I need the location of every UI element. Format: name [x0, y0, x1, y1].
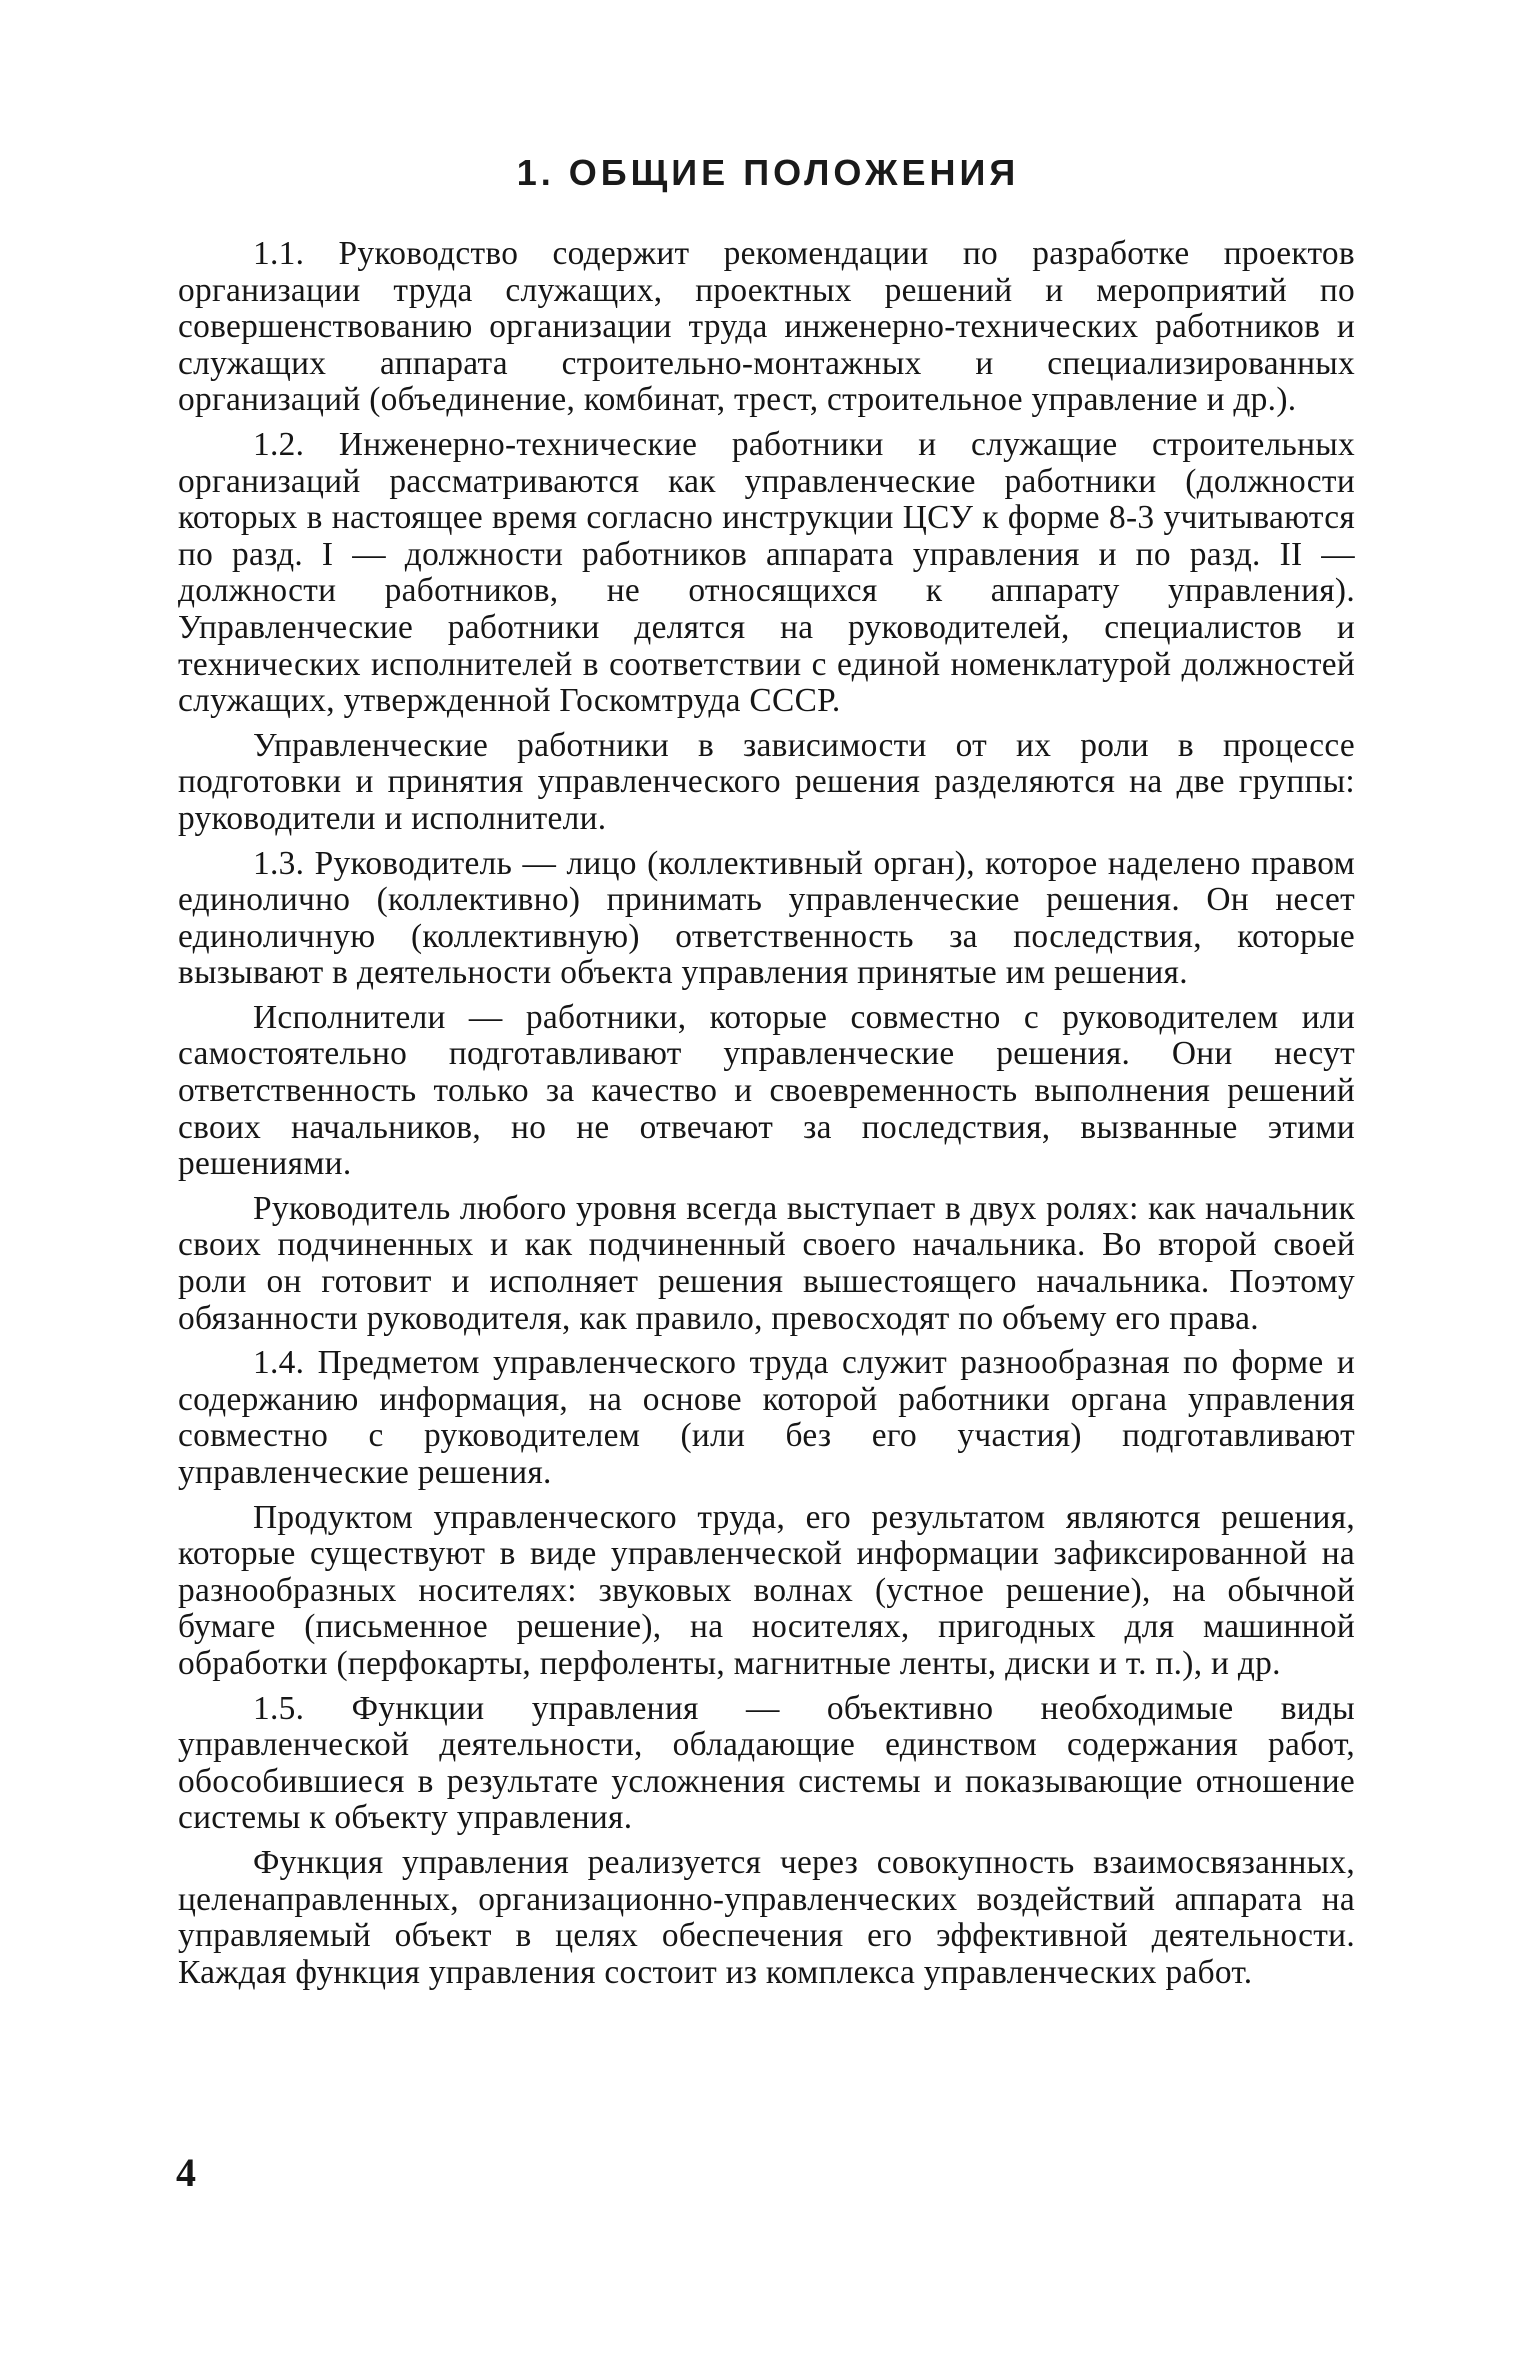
- paragraph-number: 1.3.: [253, 844, 305, 882]
- paragraph-1-5: [178, 1691, 1355, 1837]
- paragraph-number: 1.4.: [253, 1344, 305, 1382]
- paragraph-text: Руководитель — лицо (коллективный орган), которое наделено правом единолично (коллективно) принимать управленческие решения. Он несет единоличную (коллективную) ответственность за последствия, которые вызывают в деятельности объекта управления принятые им решения.: [178, 844, 1356, 992]
- paragraph-text: Инженерно-технические работники и служащие строительных организаций рассматриваются как управленческие работники (должности которых в настоящее время согласно инструкции ЦСУ к форме 8-3 учитываются по разд. I — должности работников аппарата управления и по разд. II — должности работников, не относящихся к аппарату управления). Управленческие работники делятся на руководителей, специалистов и технических исполнителей в соответствии с единой номенклатурой должностей служащих, утвержденной Госкомтруда СССР.: [178, 425, 1355, 720]
- body-text: [178, 236, 1355, 1999]
- paragraph-text: Функция управления реализуется через совокупность взаимосвязанных, целенаправленных, организационно-управленческих воздействий аппарата на управляемый объект в целях обеспечения его эффективной деятельности. Каждая функция управления состоит из комплекса управленческих работ.: [178, 1843, 1355, 1991]
- paragraph-1-5-function: [178, 1845, 1355, 1991]
- paragraph-text: Исполнители — работники, которые совместно с руководителем или самостоятельно подготавливают управленческие решения. Они несут ответственность только за качество и своевременность выполнения решений своих начальников, но не отвечают за последствия, вызванные этими решениями.: [178, 998, 1355, 1183]
- section-title: 1. ОБЩИЕ ПОЛОЖЕНИЯ: [516, 152, 1020, 193]
- paragraph-1-2-groups: [178, 728, 1355, 838]
- paragraph-1-4: [178, 1345, 1355, 1491]
- paragraph-number: 1.1.: [253, 235, 305, 272]
- paragraph-text: Функции управления — объективно необходимые виды управленческой деятельности, обладающие единством содержания работ, обособившиеся в результате усложнения системы и показывающие отношение системы к объекту управления.: [178, 1689, 1355, 1837]
- paragraph-text: Управленческие работники в зависимости от их роли в процессе подготовки и принятия управленческого решения разделяются на две группы: руководители и исполнители.: [178, 726, 1355, 837]
- paragraph-number: 1.2.: [253, 425, 305, 463]
- paragraph-1-3: [178, 846, 1355, 992]
- paragraph-1-3-executors: [178, 1000, 1355, 1183]
- paragraph-1-3-roles: [178, 1191, 1355, 1337]
- page-number: 4: [176, 2150, 196, 2195]
- paragraph-text: Продуктом управленческого труда, его результатом являются решения, которые существуют в виде управленческой информации зафиксированной на разнообразных носителях: звуковых волнах (устное решение), на обычной бумаге (письменное решение), на носителях, пригодных для машинной обработки (перфокарты, перфоленты, магнитные ленты, диски и т. п.), и др.: [178, 1498, 1355, 1682]
- paragraph-number: 1.5.: [253, 1689, 305, 1727]
- paragraph-text: Руководство содержит рекомендации по разработке проектов организации труда служащих, проектных решений и мероприятий по совершенствованию организации труда инженерно-технических работников и служащих аппарата строительно-монтажных и специализированных организаций (объединение, комбинат, трест, строительное управление и др.).: [178, 235, 1355, 419]
- paragraph-1-4-product: [178, 1500, 1355, 1683]
- paragraph-1-1: [178, 236, 1355, 419]
- paragraph-text: Руководитель любого уровня всегда выступает в двух ролях: как начальник своих подчиненных и как подчиненный своего начальника. Во второй своей роли он готовит и исполняет решения вышестоящего начальника. Поэтому обязанности руководителя, как правило, превосходят по объему его права.: [178, 1189, 1355, 1337]
- paragraph-text: Предметом управленческого труда служит разнообразная по форме и содержанию информация, на основе которой работники органа управления совместно с руководителем (или без его участия) подготавливают управленческие решения.: [178, 1344, 1355, 1491]
- paragraph-1-2: [178, 427, 1355, 720]
